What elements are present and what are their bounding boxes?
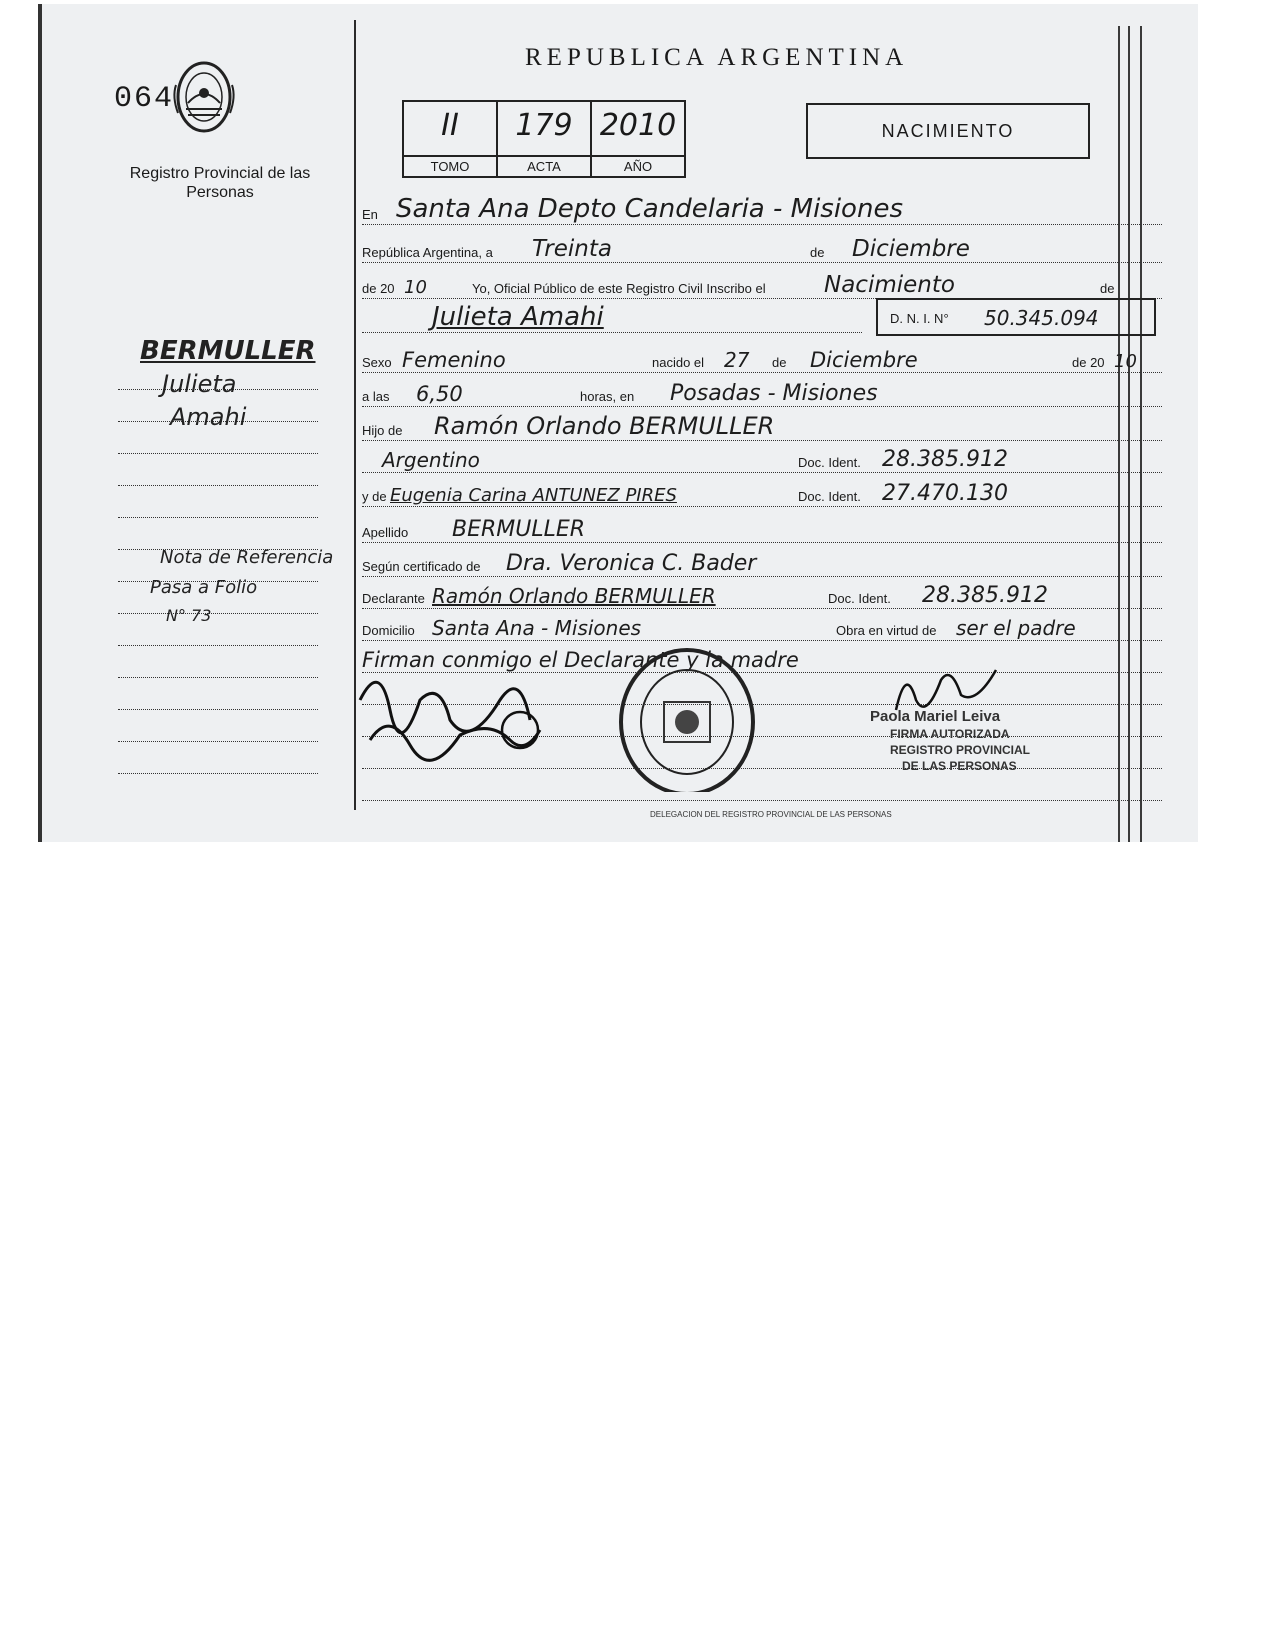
place-value: Santa Ana Depto Candelaria - Misiones bbox=[396, 194, 903, 224]
row-sex-birth bbox=[362, 336, 1162, 373]
tomo-cell bbox=[404, 102, 498, 176]
birth-day: 27 bbox=[724, 348, 750, 372]
de-label: de bbox=[810, 245, 825, 260]
tomo-value: II bbox=[441, 108, 459, 143]
sexo-value: Femenino bbox=[402, 348, 506, 372]
father-name: Ramón Orlando BERMULLER bbox=[434, 412, 775, 440]
father-doc: 28.385.912 bbox=[882, 447, 1008, 472]
birth-place: Posadas - Misiones bbox=[670, 381, 878, 406]
child-name: Julieta Amahi bbox=[432, 302, 604, 332]
margin-first-name: Julieta bbox=[162, 370, 237, 398]
margin-surname: BERMULLER bbox=[140, 336, 316, 366]
row-time-place bbox=[362, 370, 1162, 407]
declarante-name: Ramón Orlando BERMULLER bbox=[432, 584, 716, 608]
obra-value: ser el padre bbox=[956, 616, 1076, 640]
de20-label: de 20 bbox=[1072, 355, 1105, 370]
acta-cell bbox=[498, 102, 592, 176]
de-label-2: de bbox=[1100, 281, 1115, 296]
father-nationality: Argentino bbox=[382, 448, 480, 472]
signature-line1: FIRMA AUTORIZADA bbox=[890, 727, 1010, 741]
nacido-label: nacido el bbox=[652, 355, 705, 370]
official-name: Paola Mariel Leiva bbox=[870, 708, 1001, 725]
signature-line2: REGISTRO PROVINCIAL bbox=[890, 743, 1031, 757]
hijo-label: Hijo de bbox=[362, 423, 403, 438]
dni-label: D. N. I. N° bbox=[890, 311, 949, 326]
acta-value: 179 bbox=[515, 108, 573, 143]
a-las-label: a las bbox=[362, 389, 390, 404]
signature-line3: DE LAS PERSONAS bbox=[902, 759, 1017, 773]
official-stamp-icon bbox=[612, 642, 762, 792]
birth-time: 6,50 bbox=[416, 382, 463, 406]
month-value: Diciembre bbox=[852, 236, 970, 262]
registry-name: Registro Provincial de las Personas bbox=[129, 165, 311, 201]
y-de-label: y de bbox=[362, 489, 387, 504]
segun-label: Según certificado de bbox=[362, 559, 481, 574]
row-mother bbox=[362, 470, 1162, 507]
year-suffix: 10 bbox=[404, 277, 427, 298]
ano-label: AÑO bbox=[592, 155, 684, 176]
doc-ident-label-3: Doc. Ident. bbox=[828, 591, 891, 606]
inscription-value: Nacimiento bbox=[824, 272, 955, 298]
reference-box bbox=[402, 100, 686, 178]
en-label: En bbox=[362, 207, 378, 222]
record-type-box: NACIMIENTO bbox=[806, 103, 1090, 159]
scan-edge bbox=[38, 4, 42, 842]
republica-label: República Argentina, a bbox=[362, 245, 493, 260]
official-label: Yo, Oficial Público de este Registro Civil Inscribo el bbox=[472, 281, 766, 296]
certificate-by: Dra. Veronica C. Bader bbox=[506, 551, 757, 576]
mother-name: Eugenia Carina ANTUNEZ PIRES bbox=[390, 485, 677, 506]
de-label-3: de bbox=[772, 355, 787, 370]
declarant-signature-icon bbox=[350, 660, 570, 770]
birth-year-suffix: 10 bbox=[1114, 351, 1137, 372]
row-apellido bbox=[362, 506, 1162, 543]
apellido-value: BERMULLER bbox=[452, 517, 586, 542]
obra-label: Obra en virtud de bbox=[836, 623, 937, 638]
margin-note-line2: Pasa a Folio bbox=[150, 577, 258, 598]
margin-second-name: Amahi bbox=[170, 403, 247, 431]
doc-ident-label-2: Doc. Ident. bbox=[798, 489, 861, 504]
apellido-label: Apellido bbox=[362, 525, 409, 540]
row-place bbox=[362, 188, 1162, 225]
stamp-text: DELEGACION DEL REGISTRO PROVINCIAL DE LAS PERSONAS bbox=[650, 810, 892, 819]
row-father-doc bbox=[362, 436, 1162, 473]
acta-label: ACTA bbox=[498, 155, 590, 176]
sexo-label: Sexo bbox=[362, 355, 392, 370]
mother-doc: 27.470.130 bbox=[882, 481, 1008, 506]
row-child-name bbox=[362, 296, 862, 333]
dni-value: 50.345.094 bbox=[984, 306, 1099, 330]
birth-month: Diciembre bbox=[810, 348, 918, 372]
margin-note-line3: N° 73 bbox=[166, 606, 212, 625]
horas-label: horas, en bbox=[580, 389, 635, 404]
row-inscription bbox=[362, 262, 1162, 299]
declarante-label: Declarante bbox=[362, 591, 425, 606]
ano-value: 2010 bbox=[599, 108, 677, 143]
country-title: REPUBLICA ARGENTINA bbox=[525, 44, 909, 71]
ano-cell bbox=[592, 102, 684, 176]
provincial-emblem-icon bbox=[170, 55, 238, 141]
declarante-doc: 28.385.912 bbox=[922, 583, 1048, 608]
domicilio-value: Santa Ana - Misiones bbox=[432, 616, 642, 640]
firman-text: Firman conmigo el Declarante y la madre bbox=[362, 648, 799, 672]
margin-note-line1: Nota de Referencia bbox=[160, 547, 334, 568]
signature-area bbox=[350, 660, 1170, 840]
domicilio-label: Domicilio bbox=[362, 623, 415, 638]
serial-number: 064 bbox=[114, 82, 175, 116]
row-date bbox=[362, 226, 1162, 263]
tomo-label: TOMO bbox=[404, 155, 496, 176]
year-prefix-label: de 20 bbox=[362, 281, 395, 296]
dni-box bbox=[876, 298, 1156, 336]
doc-ident-label: Doc. Ident. bbox=[798, 455, 861, 470]
day-text: Treinta bbox=[532, 236, 612, 262]
